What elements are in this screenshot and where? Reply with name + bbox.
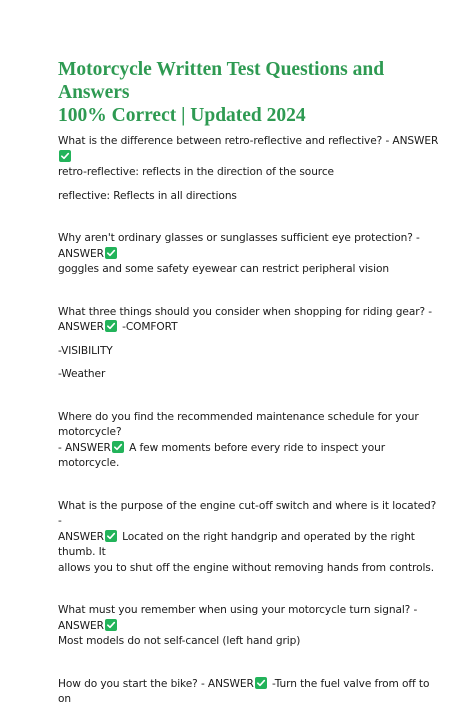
answer: retro-reflective: reflects in the direction of the source xyxy=(58,166,334,178)
qa-item xyxy=(58,134,442,204)
question: What is the purpose of the engine cut-off switch and where is it located? - xyxy=(58,499,437,527)
qa-item xyxy=(58,305,442,383)
qa-item xyxy=(58,603,442,650)
answer: Most models do not self-cancel (left hand grip) xyxy=(58,635,301,647)
answer-marker: - ANSWER xyxy=(200,677,254,690)
answer-marker: - ANSWER xyxy=(58,441,111,454)
answer: -Weather xyxy=(58,368,106,380)
answer-marker: ANSWER xyxy=(58,530,104,543)
question: What must you remember when using your motorcycle turn signal? - ANSWER xyxy=(58,604,418,632)
answer: ANSWER Located on the right handgrip and operated by the right thumb. It xyxy=(58,530,415,558)
qa-item xyxy=(58,231,442,278)
check-mark-icon xyxy=(59,150,71,162)
answer-marker: - ANSWER xyxy=(58,604,418,632)
title-line-1: Motorcycle Written Test Questions and Answers xyxy=(58,59,385,103)
answer: -VISIBILITY xyxy=(58,344,113,357)
qa-list xyxy=(58,134,442,708)
check-mark-icon xyxy=(105,320,117,332)
answer: allows you to shut off the engine without removing hands from controls. xyxy=(58,561,434,574)
qa-item xyxy=(58,410,442,472)
answer-marker: ANSWER xyxy=(58,321,104,333)
check-mark-icon xyxy=(112,441,124,453)
qa-item xyxy=(58,677,442,708)
question: What is the difference between retro-reflective and reflective? - ANSWER xyxy=(58,134,442,165)
answer: ANSWER -COMFORT xyxy=(58,321,178,333)
answer-marker: - ANSWER xyxy=(58,232,420,260)
check-mark-icon xyxy=(255,677,267,689)
title-line-2: 100% Correct | Updated 2024 xyxy=(58,105,306,126)
check-mark-icon xyxy=(105,530,117,542)
question: How do you start the bike? - ANSWER -Turn the fuel valve from off to on xyxy=(58,677,430,705)
answer: reflective: Reflects in all directions xyxy=(58,189,237,202)
question: What three things should you consider when shopping for riding gear? - xyxy=(58,305,432,318)
question: Where do you find the recommended maintenance schedule for your motorcycle? xyxy=(58,410,419,438)
check-mark-icon xyxy=(105,247,117,259)
qa-item xyxy=(58,499,442,577)
check-mark-icon xyxy=(105,619,117,631)
question: Why aren't ordinary glasses or sunglasses sufficient eye protection? - ANSWER xyxy=(58,232,420,260)
answer: goggles and some safety eyewear can restrict peripheral vision xyxy=(58,263,389,275)
answer-marker: - ANSWER xyxy=(385,135,439,147)
document-title xyxy=(58,58,442,127)
answer: - ANSWER A few moments before every ride to inspect your motorcycle. xyxy=(58,441,385,469)
